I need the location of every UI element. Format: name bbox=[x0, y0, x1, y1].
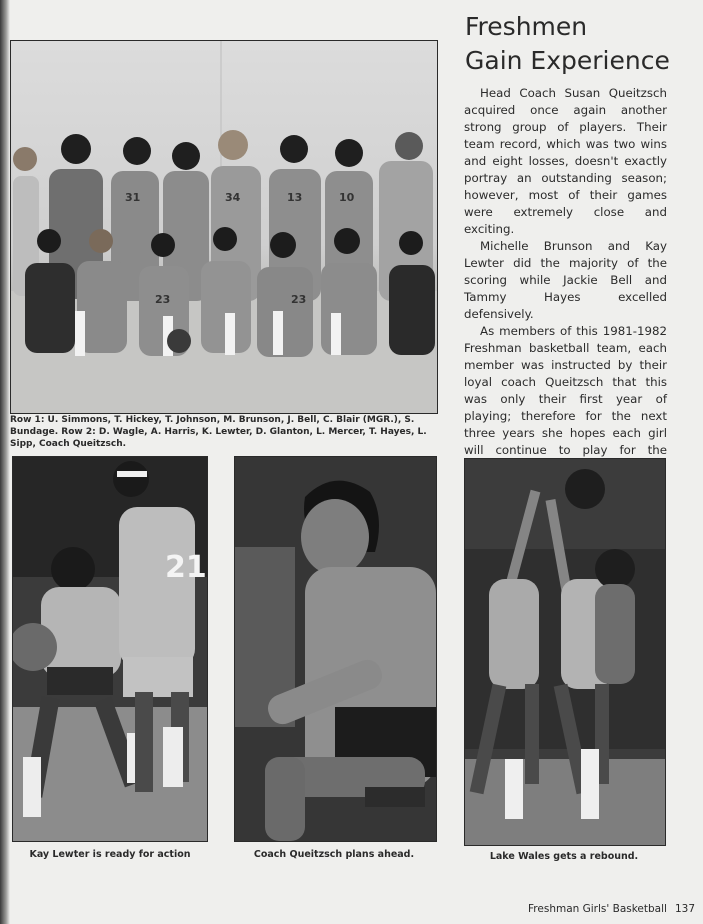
lewter-jersey-number: 21 bbox=[165, 550, 207, 585]
coach-photo-illustration bbox=[235, 457, 436, 841]
article-paragraph: Head Coach Susan Queitzsch acquired once again another strong group of players. Their team record, which was two wins and eight losses, doesn't exactly portray an outstanding season; however, most of their games were extremely close and exciting. bbox=[464, 86, 667, 236]
coach-photo bbox=[234, 456, 437, 842]
article-paragraph: Michelle Brunson and Kay Lewter did the majority of the scoring while Jackie Bell and Tammy Hayes excelled defensively. bbox=[464, 239, 667, 321]
team-jersey-number: 23 bbox=[291, 293, 307, 306]
footer-section: Freshman Girls' Basketball bbox=[528, 903, 667, 915]
team-jersey-number: 31 bbox=[125, 191, 141, 204]
team-jersey-number: 23 bbox=[155, 293, 171, 306]
article-body bbox=[464, 85, 667, 476]
team-photo-caption: Row 1: U. Simmons, T. Hickey, T. Johnson, M. Brunson, J. Bell, C. Blair (MGR.), S. Bundage. Row 2: D. Wagle, A. Harris, K. Lewter, D. Glanton, L. Mercer, T. Hayes, L. Sipp, Coach Queitzsch. bbox=[10, 415, 427, 449]
team-photo bbox=[10, 40, 438, 414]
article-title-line2: Gain Experience bbox=[465, 46, 670, 75]
rebound-photo-illustration bbox=[465, 459, 665, 845]
team-jersey-number: 34 bbox=[225, 191, 241, 204]
article-paragraph: As members of this 1981-1982 Freshman basketball team, each member was instructed by their loyal coach Queitzsch that this was only their first year of playing; therefore for the next three years she hopes each girl will continue to play for the bbox=[464, 324, 667, 457]
coach-photo-caption: Coach Queitzsch plans ahead. bbox=[253, 849, 415, 860]
action-photo-illustration bbox=[13, 457, 207, 841]
team-jersey-number: 13 bbox=[287, 191, 303, 204]
action-photo-lewter bbox=[12, 456, 208, 842]
team-photo-illustration bbox=[11, 41, 437, 413]
rebound-photo bbox=[464, 458, 666, 846]
article-title-line1: Freshmen bbox=[465, 12, 588, 41]
action-photo-lewter-caption: Kay Lewter is ready for action bbox=[29, 849, 191, 860]
page-binding-shadow bbox=[0, 0, 10, 924]
rebound-photo-caption: Lake Wales gets a rebound. bbox=[489, 851, 639, 862]
team-jersey-number: 10 bbox=[339, 191, 355, 204]
page-number: 137 bbox=[674, 903, 695, 915]
article-title bbox=[465, 10, 695, 78]
page-footer bbox=[470, 903, 695, 915]
